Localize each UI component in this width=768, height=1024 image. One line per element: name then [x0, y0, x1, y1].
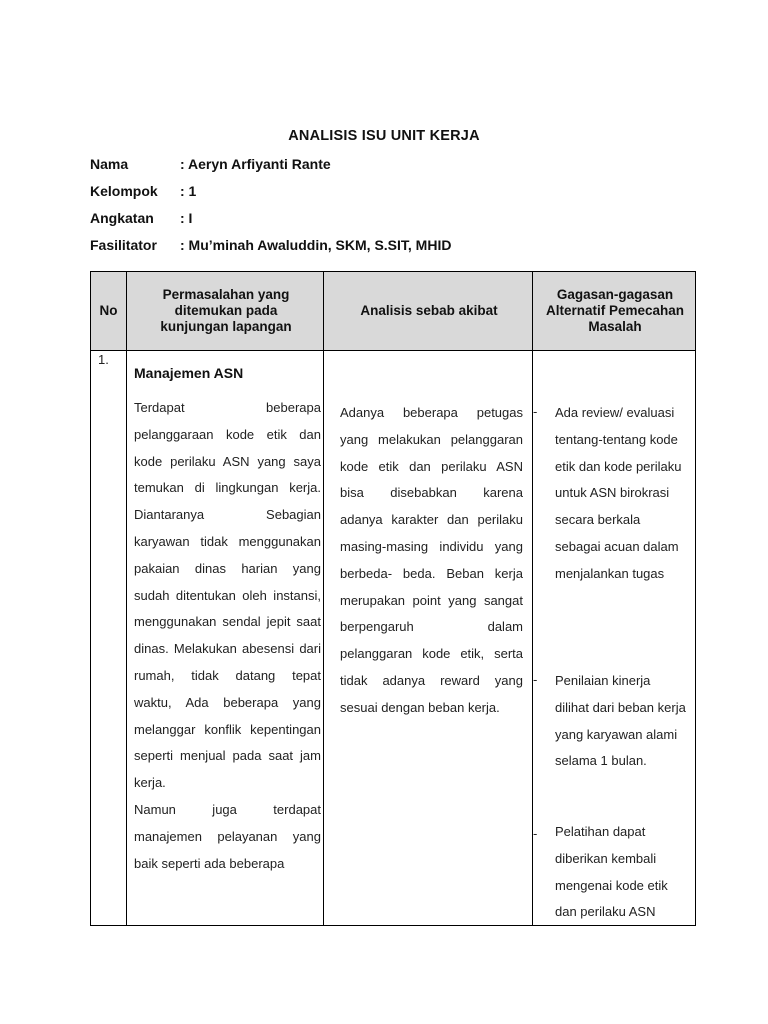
problem-text [134, 395, 321, 877]
meta-row-fasilitator [90, 237, 451, 253]
meta-value: : Mu’minah Awaluddin, SKM, S.SIT, MHID [180, 237, 452, 253]
analysis-table [90, 271, 696, 926]
analysis-text: Adanya beberapa petugas yang melakukan pelanggaran kode etik dan perilaku ASN bisa disebabkan karena adanya karakter dan perilaku masing-masing individu yang berbeda- beda. Beban kerja merupakan point yang sangat berpengaruh dalam pelanggaran kode etik, serta tidak adanya reward yang sesuai dengan beban kerja. [340, 405, 523, 715]
bullet-dash: - [533, 672, 538, 687]
column-divider [126, 272, 127, 925]
idea-item: Ada review/ evaluasi tentang-tentang kode etik dan kode perilaku untuk ASN birokrasi secara berkala sebagai acuan dalam menjalankan tugas [555, 405, 682, 581]
document-title: ANALISIS ISU UNIT KERJA [288, 128, 480, 144]
meta-value: : 1 [180, 183, 197, 199]
meta-row-kelompok [90, 183, 196, 199]
meta-row-nama [90, 156, 331, 172]
header-ideas: Gagasan-gagasan Alternatif Pemecahan Masalah [545, 287, 685, 334]
row-number: 1. [98, 352, 109, 367]
meta-value: : Aeryn Arfiyanti Rante [180, 156, 331, 172]
header-analysis: Analisis sebab akibat [360, 303, 498, 318]
meta-row-angkatan [90, 210, 192, 226]
meta-value: : I [180, 210, 193, 226]
header-no: No [99, 303, 118, 318]
problem-paragraph-continued: Namun juga terdapat manajemen pelayanan yang baik seperti ada beberapa [134, 801, 321, 871]
idea-item: Pelatihan dapat diberikan kembali mengenai kode etik dan perilaku ASN [555, 824, 668, 920]
meta-label: Nama [90, 156, 129, 172]
meta-label: Fasilitator [90, 237, 157, 253]
idea-item: Penilaian kinerja dilihat dari beban kerja yang karyawan alami selama 1 bulan. [555, 673, 686, 769]
problem-paragraph: Terdapat beberapa pelanggaraan kode etik dan kode perilaku ASN yang saya temukan di lingkungan kerja. Diantaranya Sebagian karyawan tidak menggunakan pakaian dinas harian yang sudah ditentukan oleh instansi, menggunakan sendal jepit saat dinas. Melakukan abesensi dari rumah, tidak datang tepat waktu, Ada beberapa yang melanggar konflik kepentingan seperti menjual pada saat jam kerja. [134, 400, 321, 791]
bullet-dash: - [533, 826, 538, 841]
bullet-dash: - [533, 404, 538, 419]
header-problem: Permasalahan yang ditemukan pada kunjungan lapangan [160, 287, 292, 334]
meta-label: Kelompok [90, 183, 158, 199]
column-divider [323, 272, 324, 925]
meta-label: Angkatan [90, 210, 154, 226]
row-subheading: Manajemen ASN [134, 365, 244, 381]
